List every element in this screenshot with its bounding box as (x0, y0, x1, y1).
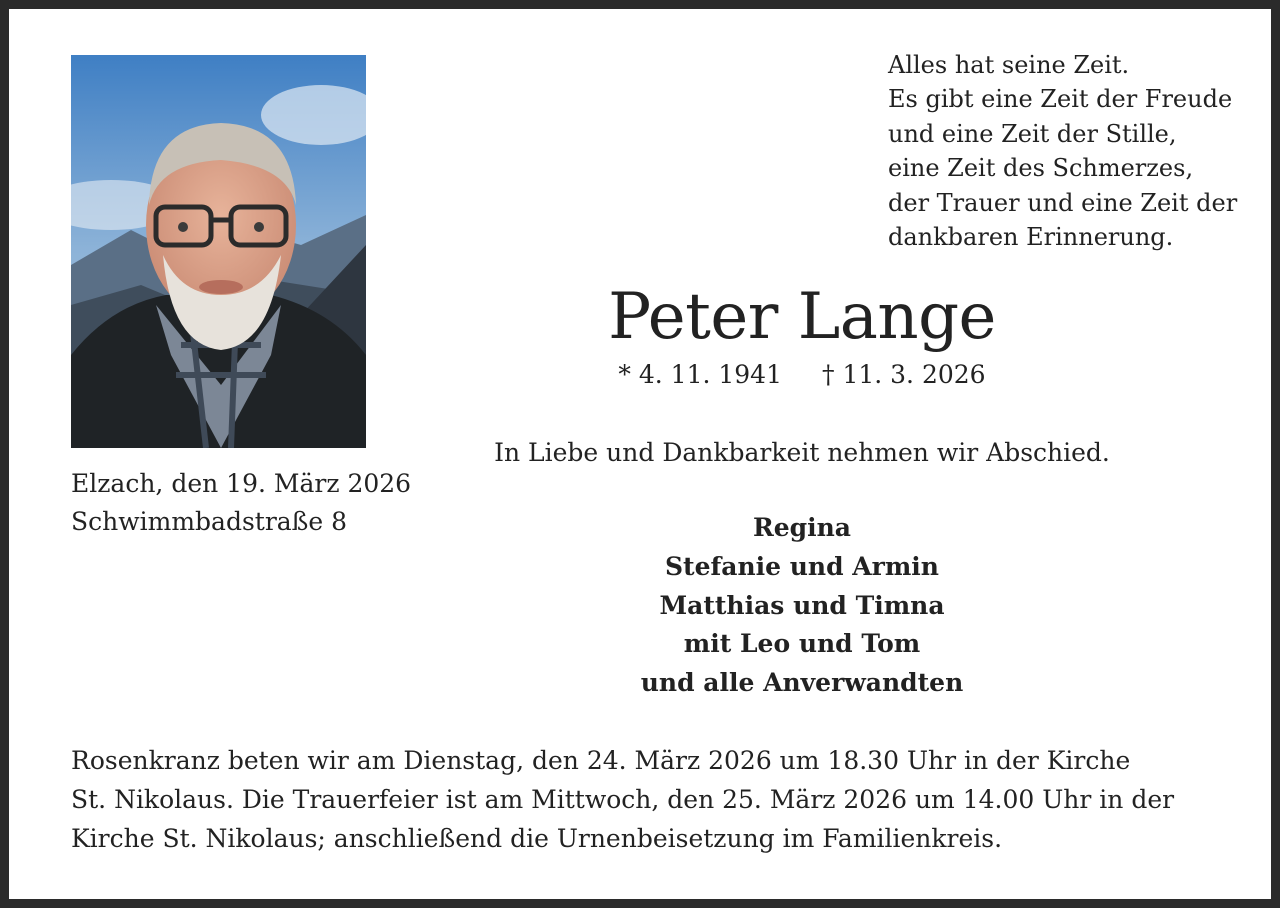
service-line: Rosenkranz beten wir am Dienstag, den 24. März 2026 um 18.30 Uhr in der Kirche (71, 746, 1131, 775)
place-and-address (71, 465, 411, 541)
family-list (489, 509, 1115, 703)
address-line: Schwimmbadstraße 8 (71, 507, 348, 536)
poem-block (888, 48, 1237, 254)
portrait-photo (71, 55, 366, 448)
death-date: † 11. 3. 2026 (822, 360, 986, 389)
life-dates (489, 357, 1115, 393)
obituary-sheet (9, 9, 1271, 899)
farewell-line: In Liebe und Dankbarkeit nehmen wir Abschied. (494, 438, 1110, 467)
service-line: St. Nikolaus. Die Trauerfeier ist am Mittwoch, den 25. März 2026 um 14.00 Uhr in der (71, 785, 1175, 814)
family-member: Regina (752, 513, 852, 542)
poem-line: Alles hat seine Zeit. (888, 51, 1130, 79)
poem-line: und eine Zeit der Stille, (888, 119, 1177, 148)
family-member: mit Leo und Tom (683, 629, 921, 659)
family-member: und alle Anverwandten (640, 668, 964, 698)
poem-line: der Trauer und eine Zeit der (888, 188, 1238, 217)
poem-line: eine Zeit des Schmerzes, (888, 154, 1194, 183)
poem-line: Es gibt eine Zeit der Freude (888, 85, 1233, 114)
place-date-line: Elzach, den 19. März 2026 (71, 469, 412, 498)
service-line: Kirche St. Nikolaus; anschließend die Urnenbeisetzung im Familienkreis. (71, 824, 1003, 853)
deceased-name: Peter Lange (608, 280, 996, 354)
poem-line: dankbaren Erinnerung. (888, 223, 1174, 252)
birth-date: * 4. 11. 1941 (618, 360, 782, 389)
family-member: Stefanie und Armin (665, 551, 939, 581)
family-member: Matthias und Timna (659, 590, 945, 620)
portrait-illustration (71, 55, 366, 448)
service-info (71, 741, 1174, 858)
